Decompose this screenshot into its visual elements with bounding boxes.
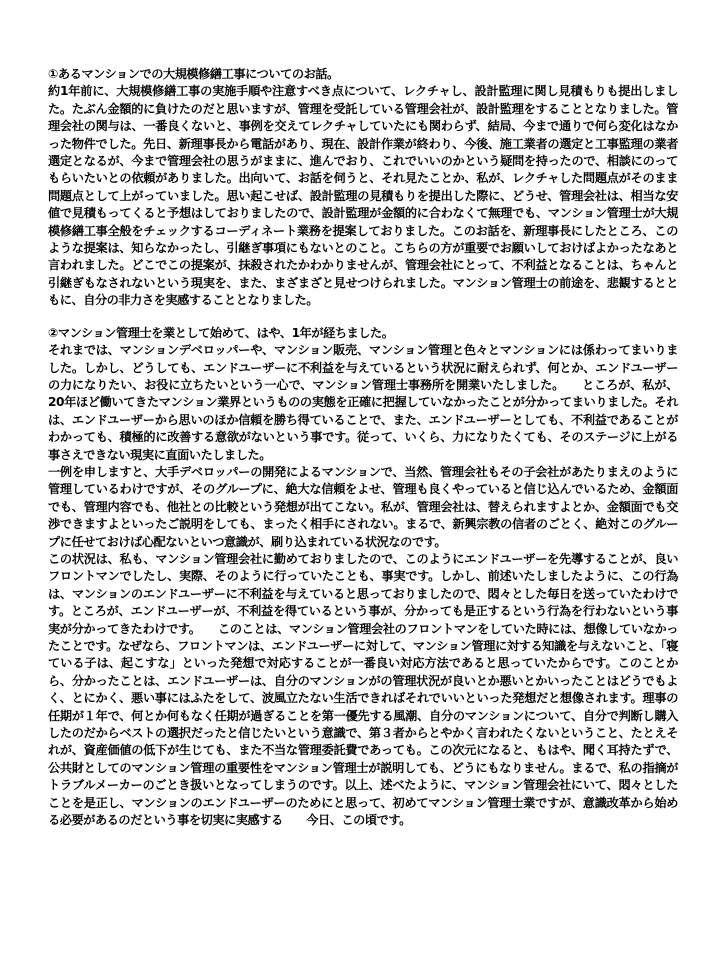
section-2 <box>48 325 678 830</box>
paragraph: 約1年前に、大規模修繕工事の実施手順や注意すべき点について、レクチャし、設計監理に関し見積もりも提出しました。たぶん金額的に負けたのだと思いますが、管理を受託している管理会社が、設計監理をすることとなりました。管理会社の関与は、一番良くないと、事例を交えてレクチャしていたにも関わらず、結局、今まで通りで何ら変化はなかった物件でした。先日、新理事長から電話があり、現在、設計作業が終わり、今後、施工業者の選定と工事監理の業者選定となるが、今まで管理会社の思うがままに、進んでおり、これでいいのかという疑問を持ったので、相談にのってもらいたいとの依頼がありました。出向いて、お話を伺うと、それ見たことか、私が、レクチャした問題点がそのまま問題点として上がっていました。思い起こせば、設計監理の見積もりを提出した際に、どうせ、管理会社は、相当な安値で見積もってくると予想はしておりましたので、設計監理が金額的に合わなくて無理でも、マンション管理士が大規模修繕工事全般をチェックするコーディネート業務を提案しておりました。このお話を、新理事長にしたところ、このような提案は、知らなかったし、引継ぎ事項にもないとのこと。こちらの方が重要でお願いしておけばよかったなあと言われました。どこでこの提案が、抹殺されたかわかりませんが、管理会社にとって、不利益となることは、ちゃんと引継ぎもなされないという現実を、また、まざまざと見せつけられました。マンション管理士の前途を、悲観するとともに、自分の非力さを実感することとなりました。 <box>48 84 678 308</box>
paragraph: 一例を申しますと、大手デベロッパーの開発によるマンションで、当然、管理会社もその子会社があたりまえのように管理しているわけですが、そのグループに、絶大な信頼をよせ、管理も良くやっていると信じ込んでいるため、金額面でも、管理内容でも、他社との比較という発想が出てこない。私が、管理会社は、替えられますよとか、金額面でも交渉できますよといったご説明をしても、まったく相手にされない。まるで、新興宗教の信者のごとく、絶対このグループに任せておけば心配ないといつ意識が、刷り込まれている状況なのです。 <box>48 464 678 549</box>
paragraph: この状況は、私も、マンション管理会社に勤めておりましたので、このようにエンドユーザーを先導することが、良いフロントマンでしたし、実際、そのように行っていたことも、事実です。しかし、前述いたしましたように、この行為は、マンションのエンドユーザーに不利益を与えていると思っておりましたので、悶々とした毎日を送っていたわけです。ところが、エンドユーザーが、不利益を得ているという事が、分かっても是正するという行為を行わないという事実が分かってきたわけです。 このことは、マンション管理会社のフロントマンをしていた時には、想像していなかったことです。なぜなら、フロントマンは、エンドユーザーに対して、マンション管理に対する知識を与えないこと、「寝ている子は、起こすな」といった発想で対応することが一番良い対応方法であると思っていたからです。このことから、分かったことは、エンドユーザーは、自分のマンションがの管理状況が良いとか悪いとかいったことはどうでもよく、とにかく、悪い事にはふたをして、波風立たない生活できればそれでいいといった発想だと想像されます。理事の任期が１年で、何とか何もなく任期が過ぎることを第一優先する風潮、自分のマンションについて、自分で判断し購入したのだからベストの選択だったと信じたいという意識で、第３者からとやかく言われたくないということ、たとえそれが、資産価値の低下が生じても、また不当な管理委託費であっても。この次元になると、もはや、聞く耳持たずで、公共財としてのマンション管理の重要性をマンション管理士が説明しても、どうにもなりません。まるで、私の指摘がトラブルメーカーのごとき扱いとなってしまうのです。以上、述べたように、マンション管理会社にいて、悶々としたことを是正し、マンションのエンドユーザーのためにと思って、初めてマンション管理士業ですが、意識改革から始める必要があるのだという事を切実に実感する 今日、この頃です。 <box>48 551 678 828</box>
document-body <box>48 66 678 829</box>
section-heading: ①あるマンションでの大規模修繕工事についてのお話。 <box>48 67 339 81</box>
section-1 <box>48 66 678 310</box>
section-heading: ②マンション管理士を業として始めて、はや、1年が経ちました。 <box>48 325 394 340</box>
paragraph: それまでは、マンションデベロッパーや、マンション販売、マンション管理と色々とマンションには係わってまいりました。しかし、どうしても、エンドユーザーに不利益を与えているという状況に耐えられず、何とか、エンドユーザーの力になりたい、お役に立ちたいという一心で、マンション管理士事務所を開業いたしました。 ところが、私が、20年ほど働いてきたマンション業界というものの実態を正確に把握していなかったことが分かってまいりました。それは、エンドユーザーから思いのほか信頼を勝ち得ていることで、また、エンドユーザーとしても、不利益であることがわかっても、積極的に改善する意欲がないという事です。従って、いくら、力になりたくても、そのステージに上がる事さえできない現実に直面いたしました。 <box>48 343 678 462</box>
